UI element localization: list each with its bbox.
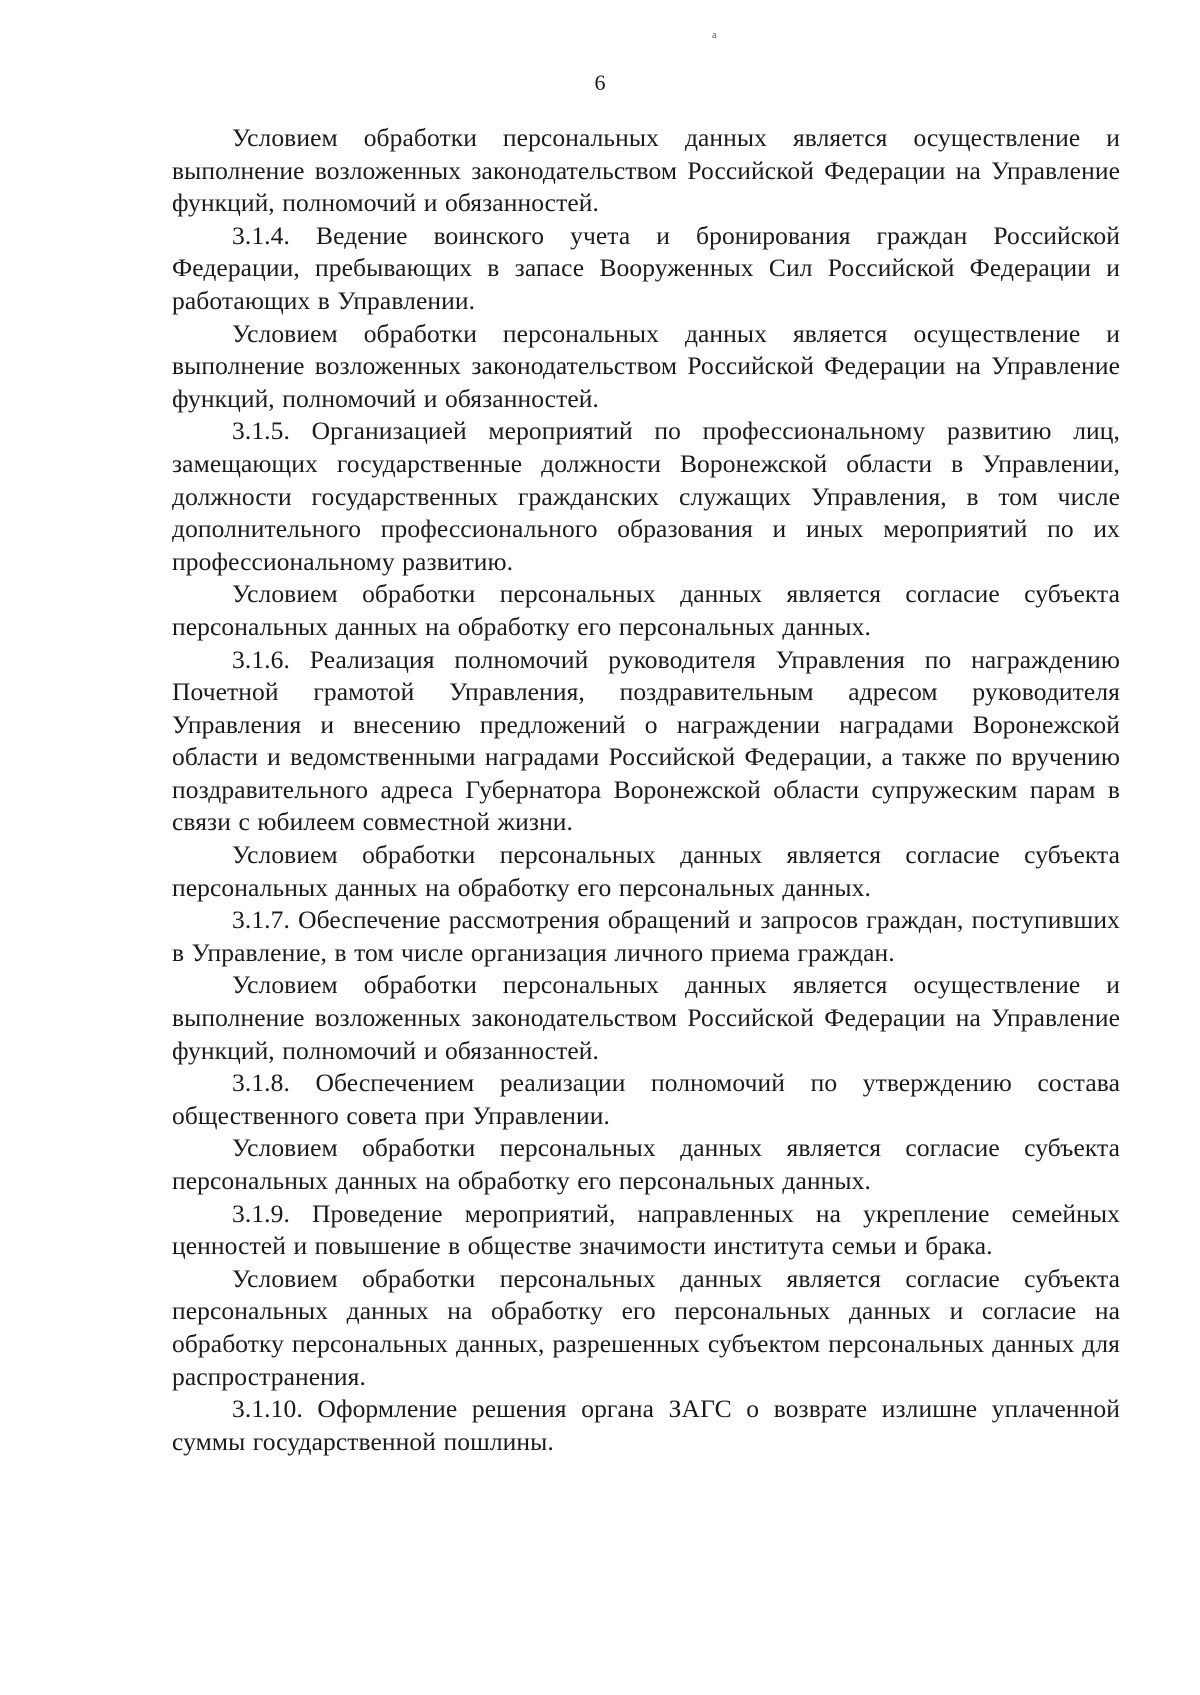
paragraph-condition-2: Условием обработки персональных данных является осуществление и выполнение возложенных законодательством Российской Федерации на Управление функций, полномочий и обязанностей. — [172, 318, 1120, 413]
paragraph-condition-3: Условием обработки персональных данных является согласие субъекта персональных данных на обработку его персональных данных. — [172, 579, 1120, 641]
paragraph-condition-6: Условием обработки персональных данных является согласие субъекта персональных данных на обработку его персональных данных. — [172, 1133, 1120, 1195]
paragraph-condition-7: Условием обработки персональных данных является согласие субъекта персональных данных на обработку его персональных данных и согласие на обработку персональных данных, разрешенных субъектом персональных данных для распространения. — [172, 1263, 1120, 1391]
paragraph-3-1-5: 3.1.5. Организацией мероприятий по профессиональному развитию лиц, замещающих государственные должности Воронежской области в Управлении, должности государственных гражданских служащих Управления, в том числе дополнительного профессионального образования и иных мероприятий по их профессиональному развитию. — [172, 416, 1120, 576]
paragraph-3-1-9: 3.1.9. Проведение мероприятий, направленных на укрепление семейных ценностей и повышение в обществе значимости института семьи и брака. — [172, 1198, 1120, 1261]
paragraph-3-1-7: 3.1.7. Обеспечение рассмотрения обращений и запросов граждан, поступивших в Управление, в том числе организация личного приема граждан. — [172, 905, 1120, 967]
paragraph-3-1-10: 3.1.10. Оформление решения органа ЗАГС о возврате излишне уплаченной суммы государственной пошлины. — [172, 1394, 1120, 1456]
paragraph-condition-1: Условием обработки персональных данных является осуществление и выполнение возложенных законодательством Российской Федерации на Управление функций, полномочий и обязанностей. — [172, 123, 1120, 218]
paragraph-3-1-8: 3.1.8. Обеспечением реализации полномочий по утверждению состава общественного совета при Управлении. — [172, 1068, 1120, 1130]
paragraph-3-1-4: 3.1.4. Ведение воинского учета и бронирования граждан Российской Федерации, пребывающих в запасе Вооруженных Сил Российской Федерации и работающих в Управлении. — [172, 220, 1120, 315]
body-text — [172, 122, 1120, 1458]
scan-mark: a — [712, 30, 717, 41]
paragraph-3-1-6: 3.1.6. Реализация полномочий руководителя Управления по награждению Почетной грамотой Управления, поздравительным адресом руководителя Управления и внесению предложений о награждении наградами Воронежской области и ведомственными наградами Российской Федерации, а также по вручению поздравительного адреса Губернатора Воронежской области супружеским парам в связи с юбилеем совместной жизни. — [172, 644, 1120, 837]
page-number: 6 — [594, 70, 606, 95]
paragraph-condition-5: Условием обработки персональных данных является осуществление и выполнение возложенных законодательством Российской Федерации на Управление функций, полномочий и обязанностей. — [172, 970, 1120, 1065]
paragraph-condition-4: Условием обработки персональных данных является согласие субъекта персональных данных на обработку его персональных данных. — [172, 840, 1120, 902]
